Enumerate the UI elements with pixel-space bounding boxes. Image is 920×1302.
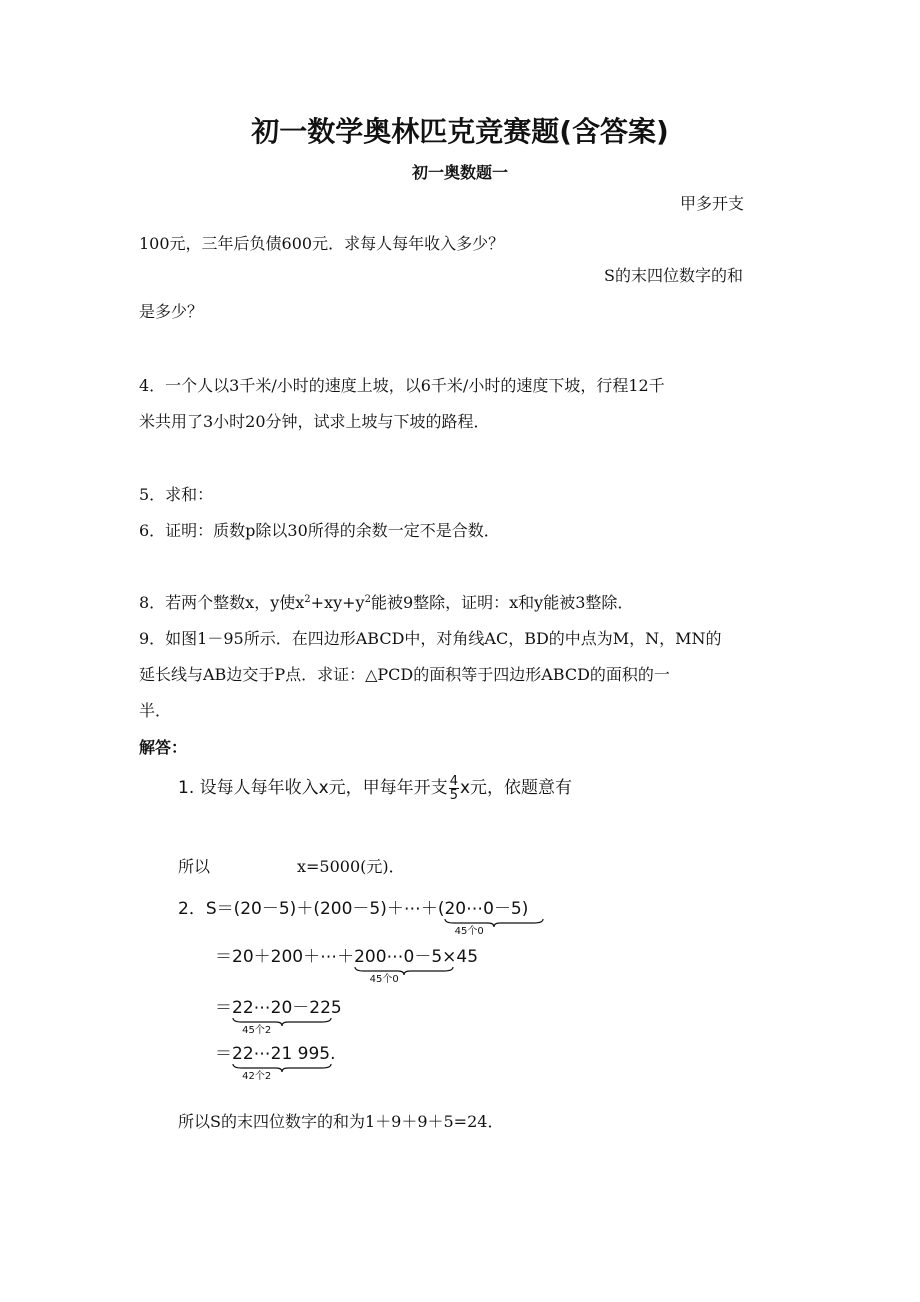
- underbrace-group: [232, 1042, 282, 1082]
- q8-text-pre: 8．若两个整数x，y使x: [139, 593, 305, 612]
- answer-1-result-label: 所以: [178, 857, 211, 876]
- underbrace-group: [444, 897, 494, 937]
- fraction-four-fifths: [449, 775, 459, 802]
- q1-line1-tail: 甲多开支: [680, 194, 745, 213]
- answer-1-pre: 1. 设每人每年收入x元，甲每年开支: [178, 778, 448, 798]
- underbrace-label: 45个2: [242, 1025, 272, 1036]
- a2-line3-pre: ＝: [215, 998, 232, 1018]
- q9-line1: 9．如图1－95所示．在四边形ABCD中，对角线AC，BD的中点为M，N，MN的: [139, 629, 722, 648]
- a2-line2-post: －5×45: [414, 947, 479, 967]
- answer-2-conclusion: 所以S的末四位数字的和为1＋9＋9＋5=24．: [178, 1112, 504, 1131]
- answers-heading: 解答：: [139, 738, 188, 757]
- a2-line2-pre: ＝20＋200＋⋯＋: [215, 947, 355, 967]
- q5-line: 5．求和：: [139, 485, 214, 504]
- q8-text-post: 能被9整除，证明：x和y能被3整除．: [370, 593, 634, 612]
- underbrace-group: [354, 945, 415, 985]
- q8-sup-1: 2: [304, 594, 311, 605]
- page-subtitle: 初一奥数题一: [411, 163, 508, 182]
- a2-line3-post: 0－225: [281, 998, 342, 1018]
- underbrace-term: 22⋯2: [232, 1044, 282, 1064]
- answer-2-line-4: [215, 1042, 336, 1082]
- underbrace-group: [232, 996, 282, 1036]
- q9-line2: 延长线与AB边交于P点．求证：△PCD的面积等于四边形ABCD的面积的一: [139, 665, 670, 684]
- q8-line: [139, 593, 633, 613]
- q6-line: 6．证明：质数p除以30所得的余数一定不是合数．: [139, 521, 500, 540]
- answer-2-line-1: [178, 897, 529, 937]
- q2-line1-tail: S的末四位数字的和: [604, 266, 743, 285]
- a2-line4-pre: ＝: [215, 1044, 232, 1064]
- a2-line1-pre: 2．S＝(20－5)＋(200－5)＋⋯＋(: [178, 899, 445, 919]
- underbrace-label: 45个0: [454, 926, 484, 937]
- underbrace-label: 42个2: [242, 1071, 272, 1082]
- a2-line1-post: －5): [493, 899, 529, 919]
- q8-sup-2: 2: [364, 594, 371, 605]
- answer-1-post: x元，依题意有: [459, 778, 573, 798]
- q9-line3: 半．: [139, 701, 172, 720]
- answer-1-result-value: x=5000(元)．: [297, 857, 405, 876]
- underbrace-term: 20⋯0: [444, 899, 494, 919]
- q4-line2: 米共用了3小时20分钟，试求上坡与下坡的路程．: [139, 412, 490, 431]
- q1-line2: 100元，三年后负债600元．求每人每年收入多少？: [139, 234, 505, 253]
- fraction-denominator: 5: [449, 787, 458, 803]
- fraction-numerator: 4: [449, 773, 458, 789]
- underbrace-term: 200⋯0: [354, 947, 415, 967]
- q8-text-mid: +xy+y: [310, 593, 365, 612]
- answer-2-line-3: [215, 996, 342, 1036]
- answer-1-line: [178, 768, 572, 808]
- answer-2-line-2: [215, 945, 479, 985]
- underbrace-label: 45个0: [369, 974, 399, 985]
- a2-line4-post: 1 995.: [281, 1044, 336, 1064]
- page-title: 初一数学奥林匹克竞赛题(含答案): [251, 115, 669, 148]
- underbrace-term: 22⋯2: [232, 998, 282, 1018]
- q4-line1: 4．一个人以3千米/小时的速度上坡，以6千米/小时的速度下坡，行程12千: [139, 376, 665, 395]
- q2-line2: 是多少？: [139, 302, 204, 321]
